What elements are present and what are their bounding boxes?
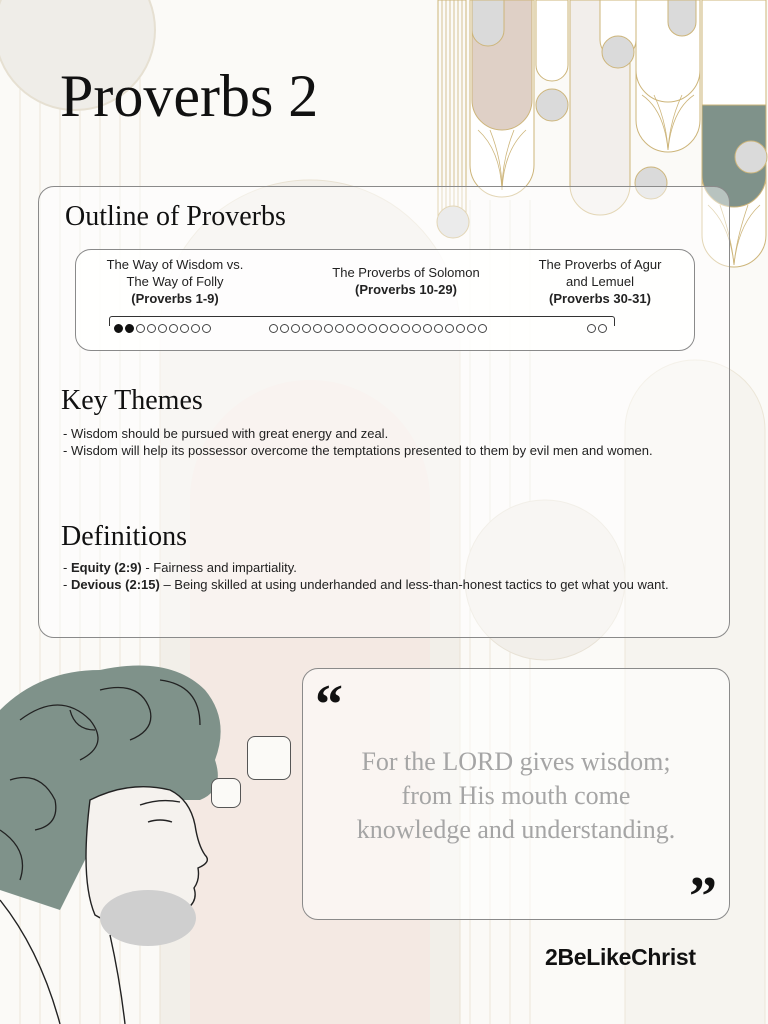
list-item [63,576,669,593]
chapter-dot-27 [456,324,465,333]
key-themes-list [63,425,653,459]
list-item [63,559,669,576]
chapter-dot-13 [302,324,311,333]
thought-bubble-icon [211,778,241,808]
quote-line: knowledge and understanding. [356,815,676,844]
chapter-dot-19 [368,324,377,333]
chapter-dot-31 [598,324,607,333]
brand-logo: 2BeLikeChrist [545,944,696,970]
open-quote-icon: “ [315,674,343,736]
chapter-dot-26 [445,324,454,333]
chapter-dot-18 [357,324,366,333]
chapter-dot-20 [379,324,388,333]
definition-text: - Fairness and impartiality. [141,560,297,575]
chapter-dot-30 [587,324,596,333]
chapter-dot-12 [291,324,300,333]
chapter-dot-25 [434,324,443,333]
thought-bubble-icon [247,736,291,780]
chapter-dot-11 [280,324,289,333]
section-ref: (Proverbs 1-9) [131,291,219,306]
chapter-dot-2 [125,324,134,333]
definition-term: Equity (2:9) [70,560,142,575]
close-quote-icon: ” [689,866,717,928]
definitions-heading: Definitions [61,521,187,552]
chapter-dot-24 [423,324,432,333]
chapter-dot-4 [147,324,156,333]
quote-card [302,668,730,928]
page-title: Proverbs 2 [60,63,319,129]
outline-section-3 [520,256,680,307]
section-label: The Proverbs of Agur [538,257,662,272]
chapter-dot-28 [467,324,476,333]
outline-section-1 [90,256,260,307]
section-ref: (Proverbs 30-31) [549,291,651,306]
section-label: The Way of Wisdom vs. [106,257,244,272]
chapter-dot-22 [401,324,410,333]
chapter-dots-group-2 [269,324,487,333]
definition-text: – Being skilled at using underhanded and less-than-honest tactics to get what you want. [159,577,669,592]
chapter-dot-1 [114,324,123,333]
section-label: The Way of Folly [126,274,224,289]
chapter-dot-17 [346,324,355,333]
section-label: and Lemuel [566,274,634,289]
quote-line: from His mouth come [401,781,631,810]
chapter-dot-10 [269,324,278,333]
outline-box [75,249,695,351]
chapter-dot-15 [324,324,333,333]
chapter-dot-16 [335,324,344,333]
chapter-dot-6 [169,324,178,333]
chapter-dot-29 [478,324,487,333]
key-themes-heading: Key Themes [61,385,203,416]
quote-line: For the LORD gives wisdom; [361,747,671,776]
outline-section-2 [316,264,496,298]
chapter-dot-7 [180,324,189,333]
chapter-dots-group-1 [114,324,211,333]
bullet: - [63,560,71,575]
list-item: - Wisdom will help its possessor overcome the temptations presented to them by evil men and women. [63,443,653,458]
chapter-dot-8 [191,324,200,333]
chapter-dot-3 [136,324,145,333]
chapter-dots-group-3 [587,324,607,333]
definition-term: Devious (2:15) [70,577,160,592]
chapter-dot-14 [313,324,322,333]
section-ref: (Proverbs 10-29) [355,282,457,297]
chapter-dot-9 [202,324,211,333]
bullet: - [63,577,71,592]
person-thinking-illustration [0,650,300,1024]
study-card [38,186,730,638]
definitions-list [63,559,669,593]
section-label: The Proverbs of Solomon [332,265,480,280]
list-item: - Wisdom should be pursued with great energy and zeal. [63,426,389,441]
chapter-dot-5 [158,324,167,333]
quote-text [323,745,709,847]
chapter-dot-21 [390,324,399,333]
chapter-dot-23 [412,324,421,333]
outline-heading: Outline of Proverbs [65,201,286,232]
